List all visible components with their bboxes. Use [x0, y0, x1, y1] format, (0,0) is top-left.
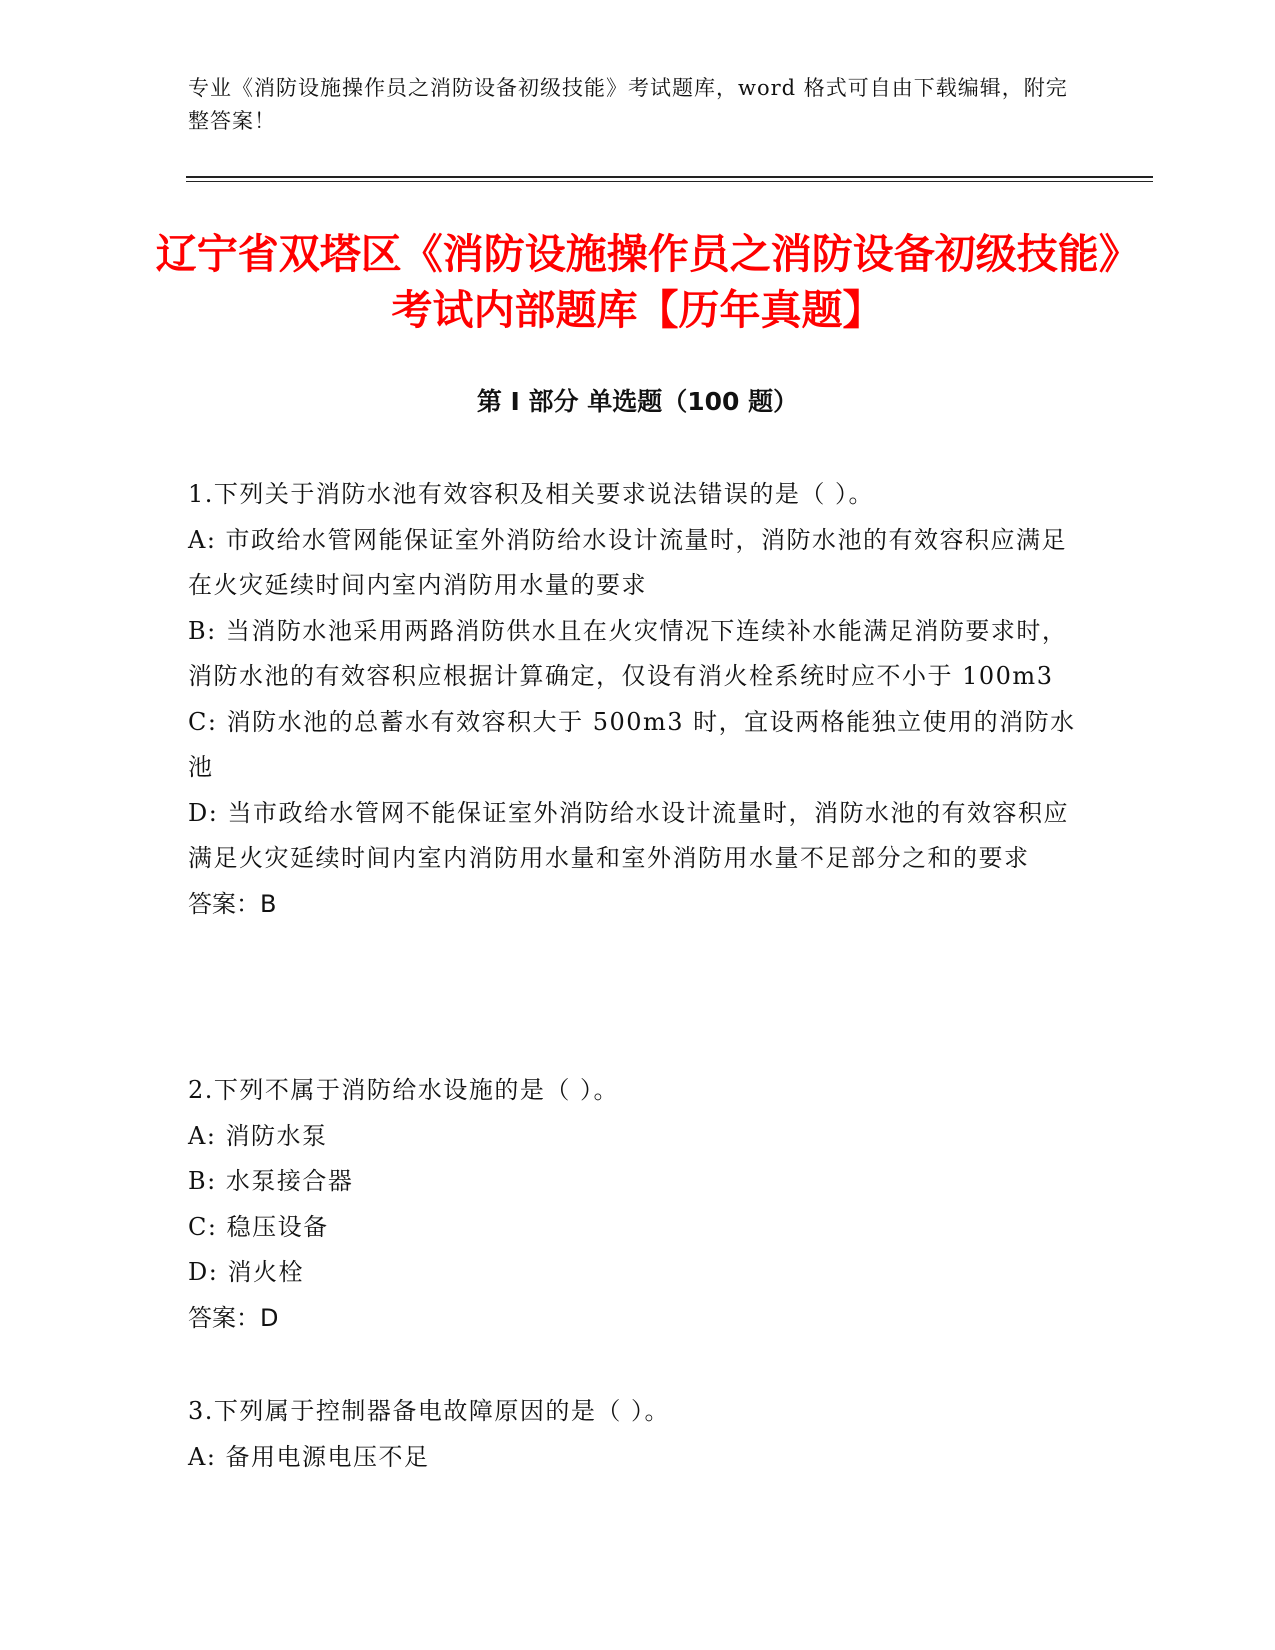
option-b: B: 水泵接合器: [188, 1167, 354, 1195]
option-b: B: 当消防水池采用两路消防供水且在火灾情况下连续补水能满足消防要求时，消防水池的有效容积应根据计算确定，仅设有消火栓系统时应不小于 100m3: [188, 616, 1068, 690]
question-stem: 3.下列属于控制器备电故障原因的是（ ）。: [188, 1397, 671, 1425]
option-d: D: 消火栓: [188, 1258, 304, 1286]
answer: 答案：B: [188, 889, 277, 918]
header-note: 专业《消防设施操作员之消防设备初级技能》考试题库，word 格式可自由下载编辑，附完整答案！: [188, 76, 1068, 133]
question-2: [188, 1068, 1078, 1341]
option-c: C: 消防水池的总蓄水有效容积大于 500m3 时，宜设两格能独立使用的消防水池: [188, 707, 1076, 781]
section-heading: 第 I 部分 单选题（100 题）: [476, 387, 799, 416]
document-title: 辽宁省双塔区《消防设施操作员之消防设备初级技能》考试内部题库【历年真题】: [155, 230, 1120, 334]
header-divider-thin: [186, 181, 1153, 182]
question-stem: 2.下列不属于消防给水设施的是（ ）。: [188, 1076, 620, 1104]
question-3: [188, 1389, 1078, 1480]
option-d: D: 当市政给水管网不能保证室外消防给水设计流量时，消防水池的有效容积应满足火灾延续时间内室内消防用水量和室外消防用水量不足部分之和的要求: [188, 798, 1069, 872]
question-stem: 1.下列关于消防水池有效容积及相关要求说法错误的是（ ）。: [188, 480, 875, 508]
option-a: A: 市政给水管网能保证室外消防给水设计流量时，消防水池的有效容积应满足在火灾延续时间内室内消防用水量的要求: [188, 525, 1068, 599]
option-a: A: 消防水泵: [188, 1121, 328, 1150]
option-a: A: 备用电源电压不足: [188, 1442, 430, 1471]
question-1: [188, 472, 1078, 927]
answer: 答案：D: [188, 1303, 279, 1332]
option-c: C: 稳压设备: [188, 1212, 329, 1241]
header-divider-thick: [186, 176, 1153, 178]
